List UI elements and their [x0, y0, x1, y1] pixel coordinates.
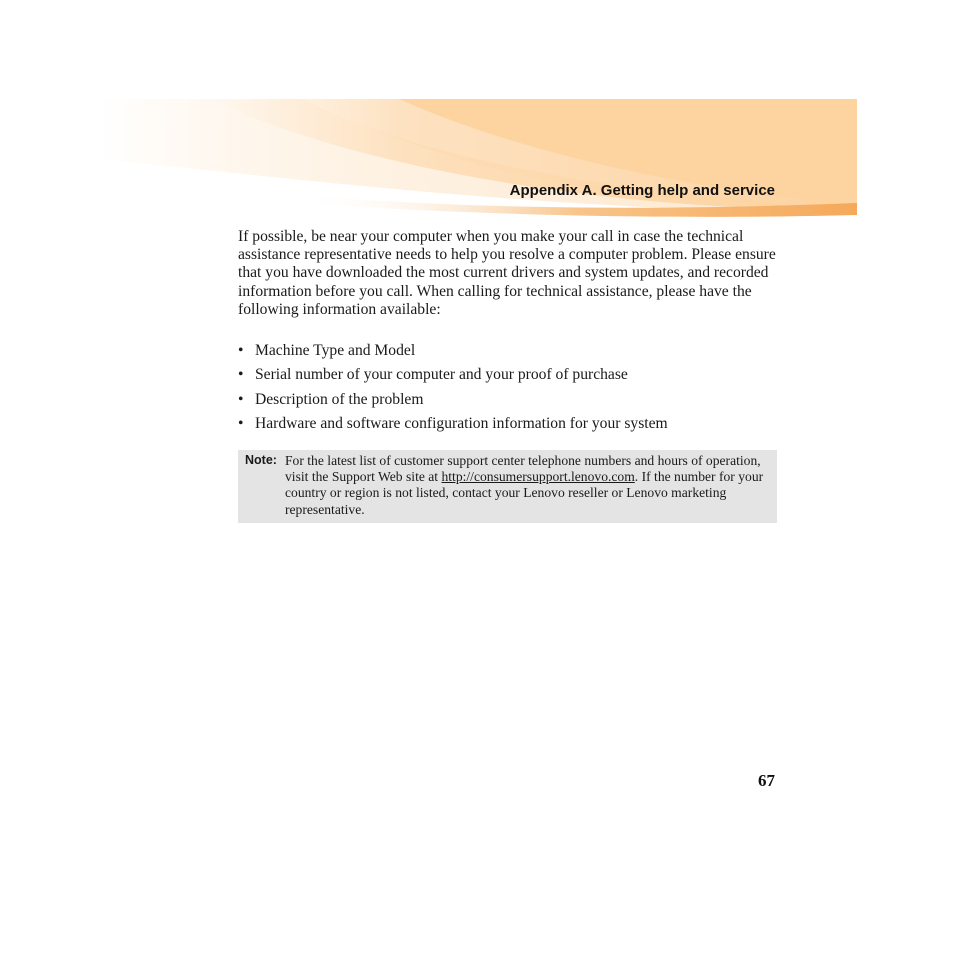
note-label: Note: [245, 453, 277, 467]
body-paragraph: If possible, be near your computer when you make your call in case the technical assistance representative needs to help you resolve a computer problem. Please ensure that you have downloaded the most current drivers and system updates, and recorded information before you call. When calling for technical assistance, please have the following information available: [238, 228, 776, 318]
support-website-link[interactable]: http://consumersupport.lenovo.com [441, 469, 635, 485]
list-item [238, 366, 778, 390]
bullet-icon: • [238, 390, 244, 408]
bullet-icon: • [238, 415, 244, 433]
header-banner-graphic [99, 99, 857, 219]
list-item-text: Hardware and software configuration information for your system [255, 415, 668, 433]
note-text-after-link: . If the number for your country or region is not listed, contact your Lenovo reseller or Lenovo marketing representative. [285, 469, 764, 517]
bullet-icon: • [238, 342, 244, 359]
note-text-before-link: For the latest list of customer support center telephone numbers and hours of operation, visit the Support Web site at [285, 453, 761, 485]
list-item [238, 391, 778, 415]
list-item-text: Machine Type and Model [255, 342, 416, 359]
list-item [238, 415, 778, 439]
bullet-list [238, 342, 778, 440]
list-item-text: Serial number of your computer and your proof of purchase [255, 366, 628, 384]
bullet-icon: • [238, 366, 244, 384]
list-item [238, 342, 778, 366]
note-box [238, 450, 777, 523]
page-number: 67 [758, 771, 775, 790]
note-text [285, 453, 771, 518]
list-item-text: Description of the problem [255, 390, 424, 408]
header-title: Appendix A. Getting help and service [509, 182, 775, 199]
